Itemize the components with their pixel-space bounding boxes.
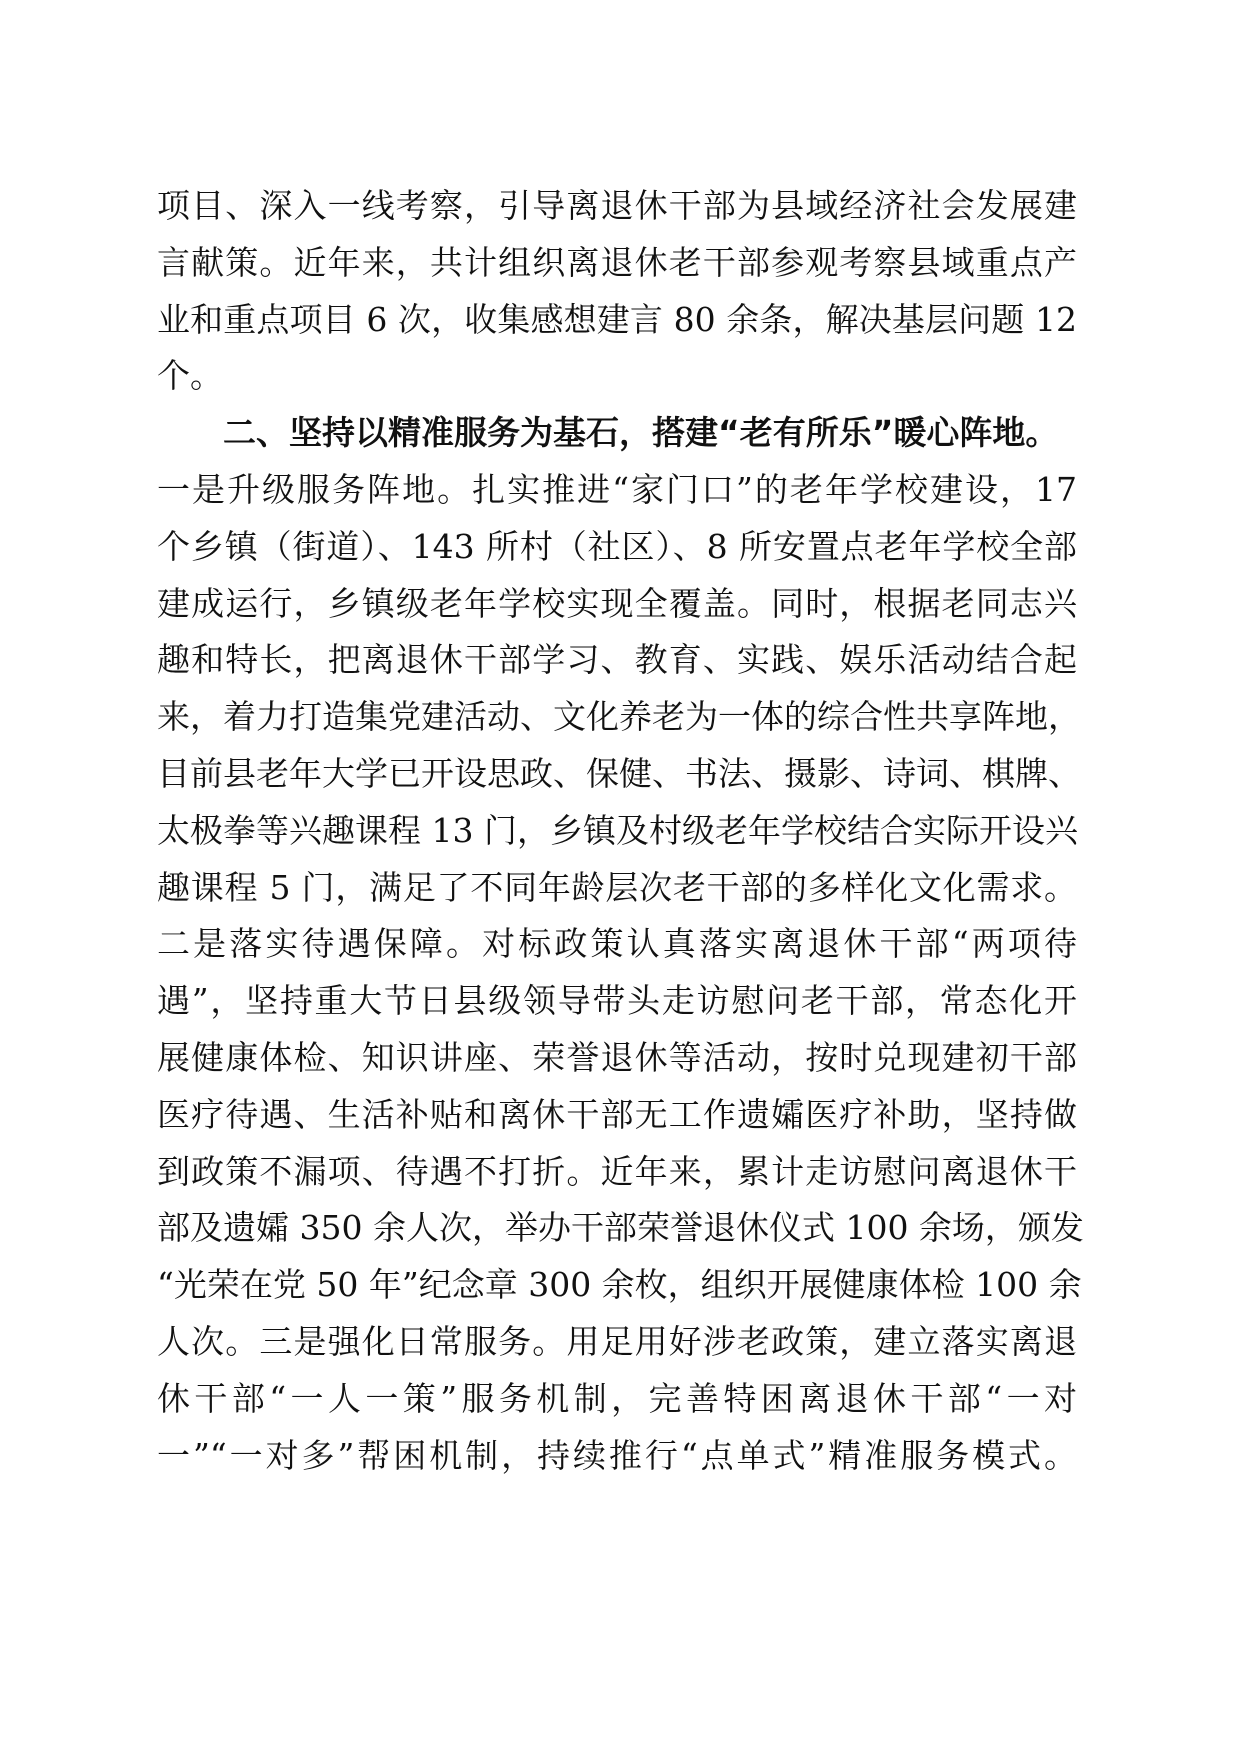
paragraph-1 (157, 178, 1077, 405)
section-heading: 二、坚持以精准服务为基石，搭建“老有所乐”暖心阵地。 (223, 413, 1059, 453)
text-line: 言献策。近年来，共计组织离退休老干部参观考察县域重点产 (157, 242, 1077, 282)
text-line: 建成运行，乡镇级老年学校实现全覆盖。同时，根据老同志兴 (157, 583, 1077, 623)
text-line: 个。 (157, 356, 223, 396)
paragraph-2 (157, 462, 1084, 1484)
text-line: 项目、深入一线考察，引导离退休干部为县域经济社会发展建 (157, 186, 1077, 225)
body-text (157, 178, 1084, 1484)
text-line: 目前县老年大学已开设思政、保健、书法、摄影、诗词、棋牌、 (157, 753, 1081, 793)
text-line: 一”“一对多”帮困机制，持续推行“点单式”精准服务模式。 (157, 1435, 1077, 1475)
text-line: 业和重点项目 6 次，收集感想建言 80 余条，解决基层问题 12 (157, 299, 1077, 339)
text-line: 二是落实待遇保障。对标政策认真落实离退休干部“两项待 (157, 924, 1077, 964)
text-line: 展健康体检、知识讲座、荣誉退休等活动，按时兑现建初干部 (157, 1037, 1077, 1077)
text-line: 遇”，坚持重大节日县级领导带头走访慰问老干部，常态化开 (157, 981, 1077, 1021)
text-line: 趣和特长，把离退休干部学习、教育、实践、娱乐活动结合起 (157, 640, 1077, 680)
text-line: 太极拳等兴趣课程 13 门，乡镇及村级老年学校结合实际开设兴 (157, 810, 1078, 850)
text-line: 部及遗孀 350 余人次，举办干部荣誉退休仪式 100 余场，颁发 (157, 1208, 1084, 1248)
text-line: 人次。三是强化日常服务。用足用好涉老政策，建立落实离退 (157, 1321, 1077, 1361)
text-line: 一是升级服务阵地。扎实推进“家门口”的老年学校建设，17 (157, 469, 1077, 509)
text-line: 医疗待遇、生活补贴和离休干部无工作遗孀医疗补助，坚持做 (157, 1094, 1077, 1134)
text-line: 趣课程 5 门，满足了不同年龄层次老干部的多样化文化需求。 (157, 867, 1077, 907)
text-line: 个乡镇（街道）、143 所村（社区）、8 所安置点老年学校全部 (157, 526, 1077, 566)
text-line: 来，着力打造集党建活动、文化养老为一体的综合性共享阵地， (157, 697, 1081, 737)
text-line: 到政策不漏项、待遇不打折。近年来，累计走访慰问离退休干 (157, 1151, 1077, 1191)
text-line: 休干部“一人一策”服务机制，完善特困离退休干部“一对 (157, 1378, 1077, 1418)
text-line: “光荣在党 50 年”纪念章 300 余枚，组织开展健康体检 100 余 (157, 1265, 1082, 1305)
